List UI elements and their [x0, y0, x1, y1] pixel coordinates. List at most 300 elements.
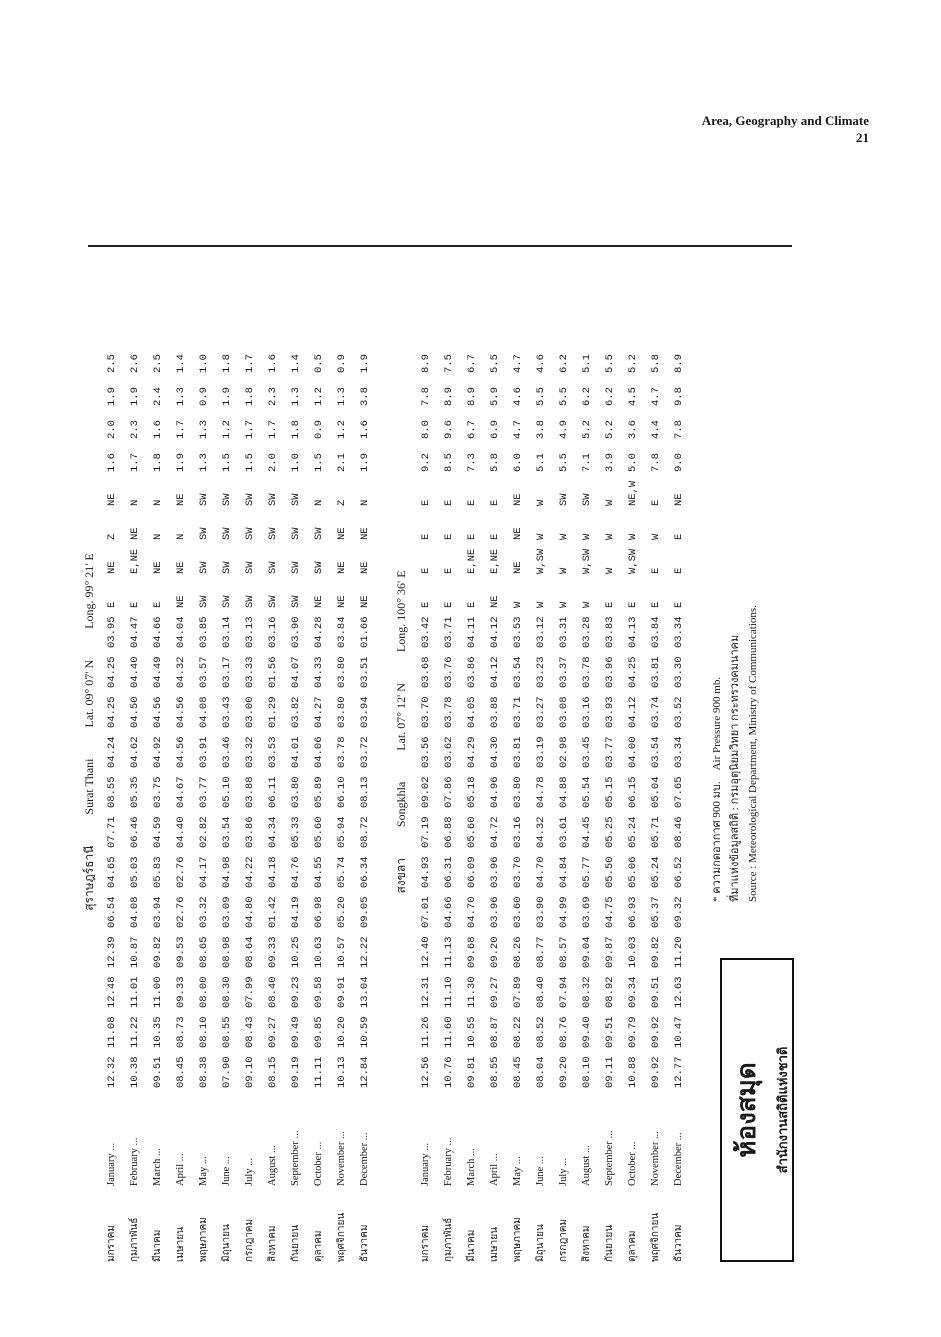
month-thai: พฤษภาคม [512, 1217, 523, 1262]
wind-direction-cell: E [626, 601, 639, 608]
value-cell: 07.65 [672, 776, 685, 808]
value-cell: 03.14 [220, 616, 233, 648]
wind-speed-cell: 1.8 [220, 354, 233, 373]
value-cell: 03.57 [197, 656, 210, 688]
wind-direction-cell: NE [128, 527, 141, 540]
wind-direction-cell: NE [488, 595, 501, 608]
wind-direction-cell: NE [174, 595, 187, 608]
wind-speed-cell: 5.1 [580, 354, 593, 373]
value-cell: 04.25 [105, 656, 118, 688]
wind-speed-cell: 1.9 [105, 387, 118, 406]
value-cell: 06.10 [335, 776, 348, 808]
value-cell: 06.34 [358, 856, 371, 888]
wind-direction-cell: W [534, 601, 547, 608]
month-thai: กันยายน [604, 1224, 615, 1262]
wind-speed-cell: 4.6 [534, 354, 547, 373]
value-cell: 11.01 [128, 976, 141, 1008]
value-cell: 04.99 [557, 896, 570, 928]
table-row [123, 162, 146, 1262]
value-cell: 05.24 [649, 856, 662, 888]
value-cell: 12.56 [419, 1056, 432, 1088]
value-cell: 05.24 [626, 816, 639, 848]
value-cell: 04.32 [534, 816, 547, 848]
month-thai: พฤศจิกายน [336, 1212, 347, 1262]
wind-speed-cell: 4.9 [557, 420, 570, 439]
wind-speed-cell: 1.3 [197, 420, 210, 439]
month-thai: มีนาคม [152, 1229, 163, 1262]
wind-speed-cell: 4.4 [649, 420, 662, 439]
value-cell: 04.70 [534, 856, 547, 888]
value-cell: 09.27 [488, 976, 501, 1008]
wind-direction-cell: N [358, 499, 371, 506]
wind-speed-cell: 7.8 [649, 453, 662, 472]
wind-speed-cell: 4.7 [511, 354, 524, 373]
wind-speed-cell: 4.7 [511, 420, 524, 439]
wind-direction-cell: E,NE [128, 548, 141, 574]
value-cell: 03.12 [534, 616, 547, 648]
value-cell: 12.39 [105, 936, 118, 968]
table-row [575, 162, 598, 1262]
value-cell: 09.92 [649, 1056, 662, 1088]
value-cell: 11.30 [465, 976, 478, 1008]
wind-direction-cell: SW [220, 527, 233, 540]
value-cell: 03.13 [243, 616, 256, 648]
value-cell: 08.15 [266, 1056, 279, 1088]
wind-speed-cell: 5.8 [649, 354, 662, 373]
value-cell: 06.54 [105, 896, 118, 928]
rotated-climate-table [80, 162, 800, 1262]
value-cell: 03.71 [511, 696, 524, 728]
value-cell: 11.10 [442, 976, 455, 1008]
value-cell: 08.38 [197, 1056, 210, 1088]
wind-speed-cell: 8.9 [672, 354, 685, 373]
table-row [284, 162, 307, 1262]
wind-direction-cell: NE [511, 527, 524, 540]
value-cell: 04.30 [488, 736, 501, 768]
wind-direction-cell: E [419, 601, 432, 608]
wind-direction-cell: NE [335, 595, 348, 608]
value-cell: 12.77 [672, 1056, 685, 1088]
value-cell: 06.98 [312, 896, 325, 928]
value-cell: 03.34 [672, 616, 685, 648]
value-cell: 03.86 [243, 816, 256, 848]
month-thai: ตุลาคม [313, 1230, 324, 1262]
value-cell: 11.13 [442, 936, 455, 968]
table-row [621, 162, 644, 1262]
value-cell: 08.10 [197, 1016, 210, 1048]
wind-direction-cell: E [105, 601, 118, 608]
value-cell: 03.96 [488, 896, 501, 928]
month-english: October ... [313, 1141, 324, 1186]
value-cell: 03.80 [335, 656, 348, 688]
value-cell: 08.22 [511, 1016, 524, 1048]
wind-speed-cell: 6.2 [580, 387, 593, 406]
wind-direction-cell: E [488, 499, 501, 506]
value-cell: 03.75 [151, 776, 164, 808]
wind-direction-cell: NE [174, 493, 187, 506]
wind-direction-cell: SW [243, 527, 256, 540]
value-cell: 03.84 [649, 616, 662, 648]
value-cell: 04.01 [289, 736, 302, 768]
running-head [702, 112, 869, 146]
value-cell: 04.59 [151, 816, 164, 848]
table-row [667, 162, 690, 1262]
value-cell: 03.77 [603, 736, 616, 768]
value-cell: 09.20 [557, 1056, 570, 1088]
value-cell: 08.98 [220, 936, 233, 968]
value-cell: 03.54 [649, 736, 662, 768]
wind-direction-cell: SW [243, 595, 256, 608]
value-cell: 04.24 [105, 736, 118, 768]
month-thai: สิงหาคม [581, 1225, 592, 1262]
value-cell: 09.05 [358, 896, 371, 928]
wind-speed-cell: 1.4 [289, 354, 302, 373]
wind-speed-cell: 5.8 [488, 453, 501, 472]
value-cell: 04.45 [580, 816, 593, 848]
table-row [598, 162, 621, 1262]
wind-speed-cell: 0.9 [312, 420, 325, 439]
wind-speed-cell: 4.7 [649, 387, 662, 406]
value-cell: 05.71 [649, 816, 662, 848]
value-cell: 03.80 [335, 696, 348, 728]
wind-speed-cell: 1.6 [105, 453, 118, 472]
wind-direction-cell: Z [335, 499, 348, 506]
value-cell: 04.93 [419, 856, 432, 888]
value-cell: 05.83 [151, 856, 164, 888]
wind-speed-cell: 1.8 [151, 453, 164, 472]
wind-direction-cell: NE [174, 561, 187, 574]
value-cell: 04.05 [465, 696, 478, 728]
wind-speed-cell: 8.9 [419, 354, 432, 373]
value-cell: 10.87 [128, 936, 141, 968]
wind-speed-cell: 0.5 [312, 354, 325, 373]
value-cell: 09.68 [465, 936, 478, 968]
month-english: March ... [152, 1148, 163, 1186]
station-name-en: Songkhla [394, 781, 408, 828]
value-cell: 08.10 [580, 1056, 593, 1088]
wind-speed-cell: 6.7 [465, 354, 478, 373]
value-cell: 07.99 [243, 976, 256, 1008]
value-cell: 09.02 [419, 776, 432, 808]
value-cell: 08.64 [243, 936, 256, 968]
value-cell: 09.32 [672, 896, 685, 928]
value-cell: 06.52 [672, 856, 685, 888]
value-cell: 03.86 [465, 656, 478, 688]
value-cell: 03.30 [672, 656, 685, 688]
wind-speed-cell: 5.2 [580, 420, 593, 439]
wind-speed-cell: 7.8 [419, 387, 432, 406]
value-cell: 03.60 [511, 896, 524, 928]
value-cell: 03.69 [580, 896, 593, 928]
wind-direction-cell: SW [220, 561, 233, 574]
station-long: Long. 100° 36' E [394, 570, 408, 653]
value-cell: 08.76 [557, 1016, 570, 1048]
value-cell: 06.15 [626, 776, 639, 808]
wind-direction-cell: W [534, 499, 547, 506]
wind-speed-cell: 1.7 [243, 354, 256, 373]
value-cell: 03.61 [557, 816, 570, 848]
wind-direction-cell: NE [335, 561, 348, 574]
wind-speed-cell: 1.3 [289, 387, 302, 406]
value-cell: 09.51 [151, 1056, 164, 1088]
value-cell: 03.28 [580, 616, 593, 648]
value-cell: 03.78 [335, 736, 348, 768]
month-english: May ... [198, 1156, 209, 1186]
value-cell: 05.33 [289, 816, 302, 848]
value-cell: 03.78 [442, 696, 455, 728]
stamp-subtitle: สำนักงานสถิติแห่งชาติ [776, 1046, 791, 1174]
value-cell: 03.71 [442, 616, 455, 648]
wind-direction-cell: NE [335, 527, 348, 540]
value-cell: 10.63 [312, 936, 325, 968]
wind-speed-cell: 1.5 [220, 453, 233, 472]
note-en: Air Pressure 900 mb. [711, 676, 723, 771]
value-cell: 03.70 [511, 856, 524, 888]
value-cell: 04.80 [243, 896, 256, 928]
wind-speed-cell: 8.9 [465, 387, 478, 406]
station-name-en: Surat Thani [82, 758, 96, 815]
wind-speed-cell: 3.8 [358, 387, 371, 406]
wind-speed-cell: 1.2 [335, 420, 348, 439]
value-cell: 07.71 [105, 816, 118, 848]
wind-direction-cell: E [419, 499, 432, 506]
value-cell: 06.46 [128, 816, 141, 848]
value-cell: 04.27 [312, 696, 325, 728]
month-english: April ... [489, 1153, 500, 1186]
wind-speed-cell: 1.7 [128, 453, 141, 472]
value-cell: 08.40 [266, 976, 279, 1008]
wind-speed-cell: 0.9 [335, 354, 348, 373]
value-cell: 03.32 [243, 736, 256, 768]
wind-direction-cell: NE [511, 561, 524, 574]
value-cell: 11.60 [442, 1016, 455, 1048]
value-cell: 03.53 [511, 616, 524, 648]
value-cell: 03.33 [243, 656, 256, 688]
month-english: February ... [443, 1137, 454, 1186]
value-cell: 13.04 [358, 976, 371, 1008]
value-cell: 04.12 [488, 616, 501, 648]
wind-direction-cell: W [649, 533, 662, 540]
wind-speed-cell: 1.3 [335, 387, 348, 406]
value-cell: 04.04 [174, 616, 187, 648]
footnotes [708, 262, 762, 902]
wind-speed-cell: 5.0 [626, 453, 639, 472]
value-cell: 04.18 [266, 856, 279, 888]
wind-speed-cell: 8.0 [419, 420, 432, 439]
value-cell: 10.25 [289, 936, 302, 968]
value-cell: 08.45 [511, 1056, 524, 1088]
wind-speed-cell: 1.0 [289, 453, 302, 472]
value-cell: 03.95 [105, 616, 118, 648]
wind-speed-cell: 9.2 [419, 453, 432, 472]
value-cell: 09.33 [174, 976, 187, 1008]
table-row [353, 162, 376, 1262]
value-cell: 03.09 [220, 896, 233, 928]
value-cell: 03.46 [220, 736, 233, 768]
wind-speed-cell: 3.9 [603, 453, 616, 472]
value-cell: 10.03 [626, 936, 639, 968]
value-cell: 03.19 [534, 736, 547, 768]
value-cell: 10.88 [626, 1056, 639, 1088]
value-cell: 03.53 [266, 736, 279, 768]
value-cell: 04.32 [174, 656, 187, 688]
wind-direction-cell: E [151, 601, 164, 608]
value-cell: 03.34 [672, 736, 685, 768]
value-cell: 03.72 [358, 736, 371, 768]
wind-speed-cell: 5.9 [488, 387, 501, 406]
value-cell: 03.56 [419, 736, 432, 768]
value-cell: 03.23 [534, 656, 547, 688]
wind-speed-cell: 5.5 [557, 453, 570, 472]
value-cell: 05.60 [312, 816, 325, 848]
wind-direction-cell: N [151, 533, 164, 540]
value-cell: 03.85 [197, 616, 210, 648]
wind-direction-cell: SW [197, 527, 210, 540]
value-cell: 06.09 [465, 856, 478, 888]
value-cell: 04.08 [197, 696, 210, 728]
wind-speed-cell: 7.5 [442, 354, 455, 373]
value-cell: 04.84 [557, 856, 570, 888]
wind-direction-cell: E [465, 533, 478, 540]
value-cell: 09.20 [488, 936, 501, 968]
month-thai: กรกฎาคม [244, 1218, 255, 1262]
value-cell: 04.66 [442, 896, 455, 928]
wind-speed-cell: 2.1 [335, 453, 348, 472]
value-cell: 09.51 [649, 976, 662, 1008]
wind-speed-cell: 1.6 [151, 420, 164, 439]
value-cell: 08.92 [603, 976, 616, 1008]
wind-direction-cell: W [603, 533, 616, 540]
value-cell: 04.08 [128, 896, 141, 928]
wind-speed-cell: 1.3 [174, 387, 187, 406]
value-cell: 01.42 [266, 896, 279, 928]
wind-direction-cell: NE [358, 595, 371, 608]
value-cell: 03.94 [358, 696, 371, 728]
table-row [506, 162, 529, 1262]
value-cell: 04.62 [128, 736, 141, 768]
wind-direction-cell: NE [672, 493, 685, 506]
value-cell: 09.53 [174, 936, 187, 968]
wind-direction-cell: SW [266, 493, 279, 506]
table-row [215, 162, 238, 1262]
wind-speed-cell: 1.9 [358, 453, 371, 472]
value-cell: 09.27 [266, 1016, 279, 1048]
month-thai: ธันวาคม [673, 1224, 684, 1262]
value-cell: 09.51 [603, 1016, 616, 1048]
wind-speed-cell: 7.1 [580, 453, 593, 472]
value-cell: 04.55 [312, 856, 325, 888]
wind-speed-cell: 2.5 [105, 354, 118, 373]
value-cell: 03.31 [557, 616, 570, 648]
month-thai: กรกฎาคม [558, 1218, 569, 1262]
table-row [238, 162, 261, 1262]
wind-direction-cell: NE [358, 561, 371, 574]
value-cell: 03.83 [603, 616, 616, 648]
wind-speed-cell: 6.2 [603, 387, 616, 406]
value-cell: 03.68 [419, 656, 432, 688]
wind-speed-cell: 2.5 [151, 354, 164, 373]
value-cell: 05.50 [603, 856, 616, 888]
wind-direction-cell: Z [105, 533, 118, 540]
value-cell: 04.78 [534, 776, 547, 808]
wind-direction-cell: W [603, 499, 616, 506]
page-number: 21 [856, 130, 869, 145]
wind-speed-cell: 1.7 [243, 420, 256, 439]
value-cell: 09.34 [626, 976, 639, 1008]
value-cell: 03.80 [289, 776, 302, 808]
value-cell: 09.04 [580, 936, 593, 968]
wind-direction-cell: NE [105, 561, 118, 574]
month-english: January ... [420, 1142, 431, 1186]
value-cell: 05.03 [128, 856, 141, 888]
value-cell: 08.40 [534, 976, 547, 1008]
value-cell: 05.04 [649, 776, 662, 808]
value-cell: 03.17 [220, 656, 233, 688]
value-cell: 03.32 [197, 896, 210, 928]
value-cell: 03.80 [511, 776, 524, 808]
value-cell: 05.77 [580, 856, 593, 888]
value-cell: 04.11 [465, 616, 478, 648]
value-cell: 12.22 [358, 936, 371, 968]
month-thai: มกราคม [420, 1225, 431, 1262]
value-cell: 04.25 [105, 696, 118, 728]
wind-direction-cell: N [312, 499, 325, 506]
value-cell: 03.52 [672, 696, 685, 728]
wind-direction-cell: SW [266, 561, 279, 574]
value-cell: 08.77 [534, 936, 547, 968]
value-cell: 04.49 [151, 656, 164, 688]
wind-direction-cell: SW [197, 595, 210, 608]
wind-speed-cell: 4.6 [511, 387, 524, 406]
value-cell: 06.88 [442, 816, 455, 848]
wind-speed-cell: 1.0 [197, 354, 210, 373]
value-cell: 04.12 [488, 656, 501, 688]
wind-speed-cell: 6.0 [511, 453, 524, 472]
wind-speed-cell: 9.6 [442, 420, 455, 439]
wind-speed-cell: 1.9 [220, 387, 233, 406]
wind-speed-cell: 3.8 [534, 420, 547, 439]
table-row [414, 162, 437, 1262]
surat-thani-rows [100, 162, 376, 1262]
wind-speed-cell: 4.5 [626, 387, 639, 406]
table-row [460, 162, 483, 1262]
wind-direction-cell: NE [358, 527, 371, 540]
wind-direction-cell: E,NE [465, 548, 478, 574]
month-english: November ... [336, 1131, 347, 1186]
value-cell: 03.81 [649, 656, 662, 688]
value-cell: 07.89 [511, 976, 524, 1008]
wind-direction-cell: E [442, 533, 455, 540]
wind-direction-cell: NE [511, 493, 524, 506]
wind-direction-cell: N [151, 499, 164, 506]
value-cell: 02.98 [557, 736, 570, 768]
wind-direction-cell: E [672, 601, 685, 608]
value-cell: 08.43 [243, 1016, 256, 1048]
value-cell: 04.19 [289, 896, 302, 928]
value-cell: 08.55 [105, 776, 118, 808]
value-cell: 05.74 [335, 856, 348, 888]
value-cell: 09.87 [603, 936, 616, 968]
wind-direction-cell: W [603, 567, 616, 574]
wind-direction-cell: SW [289, 561, 302, 574]
value-cell: 08.55 [488, 1056, 501, 1088]
wind-speed-cell: 5.5 [603, 354, 616, 373]
value-cell: 10.13 [335, 1056, 348, 1088]
table-row [100, 162, 123, 1262]
value-cell: 07.94 [557, 976, 570, 1008]
value-cell: 04.67 [174, 776, 187, 808]
wind-direction-cell: E [488, 533, 501, 540]
